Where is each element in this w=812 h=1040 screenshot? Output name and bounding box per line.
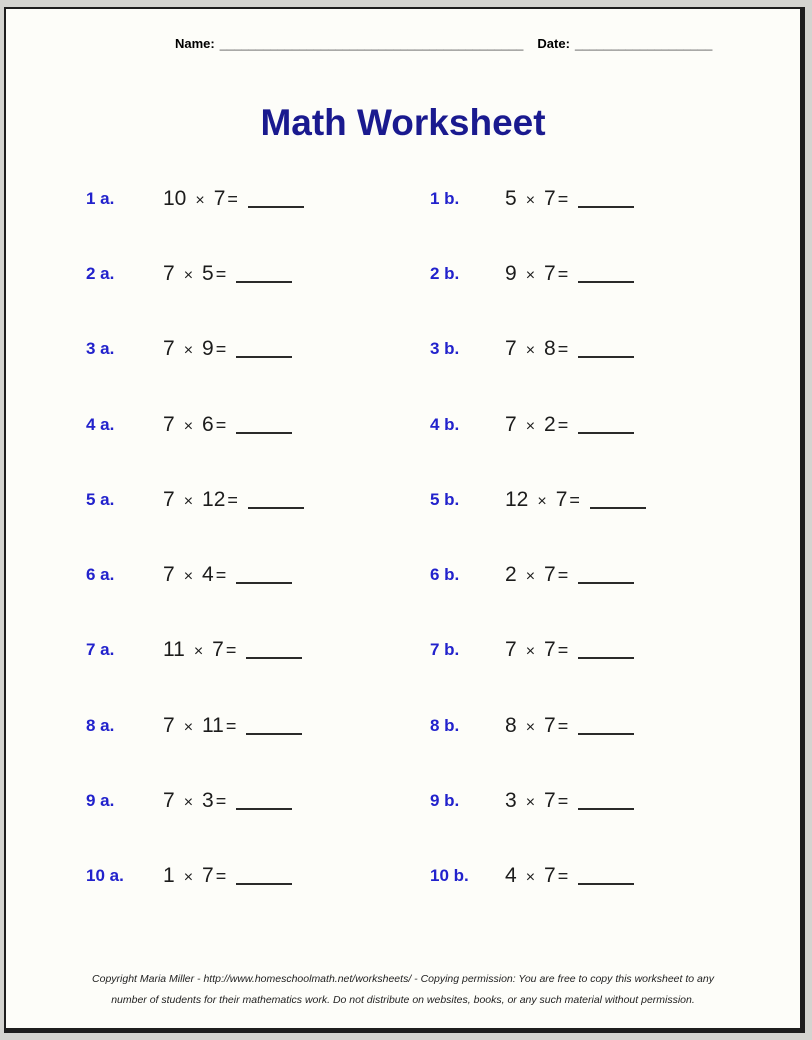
equals-sign: = bbox=[557, 263, 569, 284]
times-sign: × bbox=[183, 794, 194, 812]
answer-blank bbox=[246, 719, 302, 735]
copyright-footer bbox=[6, 969, 800, 1012]
answer-blank bbox=[248, 192, 304, 208]
factor-2: 7 bbox=[544, 789, 556, 813]
equals-sign: = bbox=[215, 791, 227, 812]
problem-row bbox=[6, 613, 800, 688]
factor-1: 7 bbox=[163, 337, 175, 361]
factor-1: 4 bbox=[505, 864, 517, 888]
factor-1: 7 bbox=[163, 789, 175, 813]
problem-row bbox=[6, 161, 800, 236]
answer-blank bbox=[578, 342, 634, 358]
times-sign: × bbox=[525, 718, 536, 736]
problem-expression-8b bbox=[505, 714, 634, 738]
problem-expression-10a bbox=[163, 864, 292, 888]
factor-1: 3 bbox=[505, 789, 517, 813]
equals-sign: = bbox=[215, 263, 227, 284]
factor-1: 11 bbox=[163, 638, 185, 662]
date-blank-line: ___________________ bbox=[574, 36, 713, 51]
times-sign: × bbox=[525, 266, 536, 284]
problem-row bbox=[6, 236, 800, 311]
equals-sign: = bbox=[215, 414, 227, 435]
times-sign: × bbox=[183, 417, 194, 435]
problem-label-10b: 10 b. bbox=[430, 866, 469, 886]
problem-label-9b: 9 b. bbox=[430, 791, 460, 811]
problem-row bbox=[6, 688, 800, 763]
factor-1: 7 bbox=[505, 412, 517, 436]
answer-blank bbox=[236, 267, 292, 283]
equals-sign: = bbox=[557, 565, 569, 586]
factor-2: 7 bbox=[212, 638, 224, 662]
problem-label-10a: 10 a. bbox=[86, 866, 124, 886]
times-sign: × bbox=[525, 191, 536, 209]
answer-blank bbox=[578, 418, 634, 434]
answer-blank bbox=[590, 493, 646, 509]
problem-expression-4a bbox=[163, 413, 292, 437]
problem-label-1b: 1 b. bbox=[430, 188, 460, 208]
problem-row bbox=[6, 537, 800, 612]
equals-sign: = bbox=[557, 188, 569, 209]
factor-2: 11 bbox=[202, 713, 224, 737]
problem-expression-7b bbox=[505, 638, 634, 662]
problem-row bbox=[6, 462, 800, 537]
problem-expression-3a bbox=[163, 337, 292, 361]
factor-1: 7 bbox=[163, 261, 175, 285]
equals-sign: = bbox=[227, 489, 238, 510]
equals-sign: = bbox=[225, 640, 237, 661]
times-sign: × bbox=[183, 568, 194, 586]
factor-1: 7 bbox=[505, 638, 517, 662]
answer-blank bbox=[578, 643, 634, 659]
factor-2: 7 bbox=[202, 864, 214, 888]
factor-2: 7 bbox=[544, 186, 556, 210]
factor-1: 7 bbox=[163, 713, 175, 737]
factor-2: 7 bbox=[213, 186, 226, 210]
factor-2: 7 bbox=[544, 563, 556, 587]
factor-2: 7 bbox=[544, 261, 556, 285]
problem-expression-10b bbox=[505, 864, 634, 888]
factor-1: 7 bbox=[505, 337, 517, 361]
answer-blank bbox=[236, 568, 292, 584]
factor-2: 9 bbox=[202, 337, 214, 361]
times-sign: × bbox=[525, 869, 536, 887]
times-sign: × bbox=[183, 718, 194, 736]
problem-label-6b: 6 b. bbox=[430, 565, 460, 585]
equals-sign: = bbox=[557, 640, 569, 661]
equals-sign: = bbox=[557, 414, 569, 435]
problem-expression-5a bbox=[163, 488, 304, 512]
problem-label-7b: 7 b. bbox=[430, 640, 460, 660]
factor-2: 12 bbox=[202, 487, 226, 511]
answer-blank bbox=[248, 493, 304, 509]
factor-1: 7 bbox=[163, 563, 175, 587]
equals-sign: = bbox=[557, 866, 569, 887]
problem-expression-9a bbox=[163, 789, 292, 813]
equals-sign: = bbox=[215, 339, 227, 360]
problem-row bbox=[6, 312, 800, 387]
problem-label-8b: 8 b. bbox=[430, 715, 460, 735]
factor-2: 8 bbox=[544, 337, 556, 361]
name-blank-line: __________________________________________ bbox=[219, 36, 524, 51]
factor-1: 9 bbox=[505, 261, 517, 285]
problem-expression-8a bbox=[163, 714, 302, 738]
equals-sign: = bbox=[227, 188, 238, 209]
problem-expression-6a bbox=[163, 563, 292, 587]
factor-2: 7 bbox=[544, 638, 556, 662]
answer-blank bbox=[578, 568, 634, 584]
answer-blank bbox=[246, 643, 302, 659]
times-sign: × bbox=[525, 643, 536, 661]
problem-expression-9b bbox=[505, 789, 634, 813]
factor-2: 2 bbox=[544, 412, 556, 436]
problem-label-5a: 5 a. bbox=[86, 489, 115, 509]
problem-expression-3b bbox=[505, 337, 634, 361]
factor-2: 5 bbox=[202, 261, 214, 285]
problem-expression-5b bbox=[505, 488, 646, 512]
times-sign: × bbox=[183, 869, 194, 887]
factor-1: 2 bbox=[505, 563, 517, 587]
problem-expression-2a bbox=[163, 262, 292, 286]
problem-expression-6b bbox=[505, 563, 634, 587]
equals-sign: = bbox=[569, 489, 580, 510]
copyright-line-2: number of students for their mathematics work. Do not distribute on websites, books, or any such material without permission. bbox=[111, 994, 695, 1007]
answer-blank bbox=[578, 869, 634, 885]
equals-sign: = bbox=[557, 339, 569, 360]
problem-label-1a: 1 a. bbox=[86, 188, 115, 208]
equals-sign: = bbox=[557, 791, 569, 812]
factor-1: 5 bbox=[505, 186, 517, 210]
problem-expression-7a bbox=[163, 638, 302, 662]
factor-2: 4 bbox=[202, 563, 214, 587]
factor-1: 1 bbox=[163, 864, 175, 888]
equals-sign: = bbox=[225, 715, 237, 736]
problem-label-6a: 6 a. bbox=[86, 565, 115, 585]
factor-2: 7 bbox=[544, 864, 556, 888]
problem-expression-1b bbox=[505, 187, 634, 211]
problem-row bbox=[6, 763, 800, 838]
factor-1: 7 bbox=[163, 412, 175, 436]
problem-label-4a: 4 a. bbox=[86, 414, 115, 434]
answer-blank bbox=[578, 192, 634, 208]
factor-1: 8 bbox=[505, 713, 517, 737]
problem-label-7a: 7 a. bbox=[86, 640, 115, 660]
problem-row bbox=[6, 387, 800, 462]
problem-expression-4b bbox=[505, 413, 634, 437]
name-date-header bbox=[175, 36, 712, 51]
problem-label-2a: 2 a. bbox=[86, 263, 115, 283]
problem-label-3b: 3 b. bbox=[430, 339, 460, 359]
times-sign: × bbox=[183, 492, 194, 510]
answer-blank bbox=[236, 794, 292, 810]
name-label: Name: bbox=[175, 36, 215, 51]
answer-blank bbox=[236, 418, 292, 434]
problem-label-5b: 5 b. bbox=[430, 489, 460, 509]
equals-sign: = bbox=[557, 715, 569, 736]
times-sign: × bbox=[537, 492, 547, 510]
factor-2: 7 bbox=[544, 713, 556, 737]
times-sign: × bbox=[195, 191, 205, 209]
times-sign: × bbox=[525, 417, 536, 435]
times-sign: × bbox=[183, 342, 194, 360]
problem-label-8a: 8 a. bbox=[86, 715, 115, 735]
copyright-line-1: Copyright Maria Miller - http://www.homeschoolmath.net/worksheets/ - Copying permission: You are free to copy this worksheet to any bbox=[92, 972, 714, 985]
answer-blank bbox=[578, 267, 634, 283]
times-sign: × bbox=[525, 794, 536, 812]
problem-expression-2b bbox=[505, 262, 634, 286]
problem-label-3a: 3 a. bbox=[86, 339, 115, 359]
problem-label-4b: 4 b. bbox=[430, 414, 460, 434]
equals-sign: = bbox=[215, 565, 227, 586]
factor-2: 6 bbox=[202, 412, 214, 436]
problems-grid bbox=[6, 161, 800, 914]
factor-2: 7 bbox=[555, 487, 568, 511]
problem-label-9a: 9 a. bbox=[86, 791, 115, 811]
problem-row bbox=[6, 839, 800, 914]
times-sign: × bbox=[525, 342, 536, 360]
page-title: Math Worksheet bbox=[260, 102, 546, 143]
answer-blank bbox=[578, 794, 634, 810]
factor-2: 3 bbox=[202, 789, 214, 813]
problem-expression-1a bbox=[163, 187, 304, 211]
answer-blank bbox=[236, 342, 292, 358]
answer-blank bbox=[236, 869, 292, 885]
factor-1: 10 bbox=[163, 186, 187, 210]
times-sign: × bbox=[183, 266, 194, 284]
worksheet-page bbox=[4, 7, 805, 1033]
date-label: Date: bbox=[537, 36, 570, 51]
factor-1: 7 bbox=[163, 487, 175, 511]
times-sign: × bbox=[525, 568, 536, 586]
factor-1: 12 bbox=[505, 487, 529, 511]
answer-blank bbox=[578, 719, 634, 735]
equals-sign: = bbox=[215, 866, 227, 887]
times-sign: × bbox=[193, 643, 204, 661]
problem-label-2b: 2 b. bbox=[430, 263, 460, 283]
